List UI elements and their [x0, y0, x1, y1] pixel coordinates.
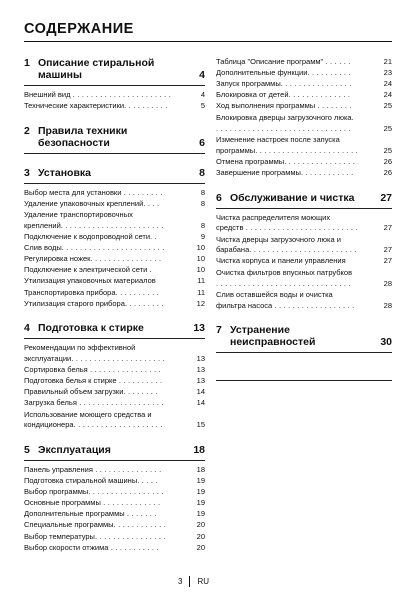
toc-leader-dots: . . . . . . . . . . . . [300, 167, 354, 177]
toc-entry[interactable] [24, 276, 205, 287]
toc-entry-page: 5 [200, 101, 205, 111]
toc-entry-page: 25 [383, 123, 392, 133]
toc-entry[interactable] [24, 410, 205, 431]
toc-entry-title: Блокировка от детей [216, 90, 289, 100]
toc-entry[interactable] [24, 210, 205, 231]
toc-leader-dots: . . . . . . . . . [121, 187, 163, 197]
toc-entry[interactable] [24, 254, 205, 265]
section-5-continued [216, 57, 392, 179]
toc-entry-title: Таблица "Описание программ" [216, 57, 324, 66]
toc-leader-dots: . . . . . . . . . . . . . . . . . . . [76, 398, 164, 408]
toc-entry-title: Удаление транспортировочных креплений [24, 210, 133, 230]
section-title: Эксплуатация [38, 443, 111, 456]
toc-entry[interactable] [216, 235, 392, 256]
section-rule [216, 352, 392, 353]
toc-leader-dots: . . . . . . . . . . [115, 287, 159, 297]
section-heading[interactable] [24, 57, 205, 81]
toc-entry[interactable] [24, 509, 205, 520]
toc-entry-title: Подготовка стиральной машины [24, 476, 138, 486]
toc-entry[interactable] [24, 498, 205, 509]
language-code: RU [197, 577, 210, 586]
section-rule [24, 460, 205, 461]
toc-entry-title: Основные программы [24, 498, 101, 508]
page-number: 3 [178, 577, 183, 586]
section-title: Обслуживание и чистка [230, 191, 355, 204]
toc-right-column [216, 48, 392, 357]
section-page: 4 [199, 69, 205, 81]
section-number: 7 [216, 324, 222, 337]
toc-entry-title: Подключение к водопроводной сети [24, 232, 151, 242]
toc-leader-dots: . . . . . . . . . . [116, 376, 163, 385]
toc-entry-page: 10 [196, 243, 205, 253]
toc-entry-title: Очистка фильтров впускных патрубков [216, 268, 353, 277]
toc-entry-title: Загрузка белья [24, 398, 77, 408]
section-page: 30 [380, 336, 392, 349]
toc-section-4 [24, 322, 205, 431]
toc-entry-page: 19 [196, 487, 205, 497]
toc-entry[interactable] [24, 476, 205, 487]
section-title: Подготовка к стирке [38, 322, 144, 335]
toc-entry[interactable] [24, 376, 205, 387]
toc-left-column [24, 48, 205, 554]
section-number: 5 [24, 443, 30, 456]
toc-entry-title: Удаление упаковочных креплений [24, 198, 144, 208]
toc-entry-page: 13 [196, 364, 205, 374]
toc-section-7 [216, 324, 392, 353]
toc-entry[interactable] [216, 256, 392, 267]
toc-entry-page: 21 [383, 57, 392, 66]
toc-section-2 [24, 125, 205, 154]
section-page: 6 [199, 136, 205, 149]
toc-leader-dots: . . . . . . . . . . . . . . . . . . . . . . [70, 90, 171, 99]
toc-entry-page: 19 [196, 498, 205, 508]
toc-leader-dots: . . . . . . . . . . . . . . . . . . . . . . . [255, 145, 358, 155]
section-number: 4 [24, 322, 30, 335]
toc-entry[interactable] [24, 243, 205, 254]
toc-entry-title: Регулировка ножек [24, 254, 91, 264]
toc-leader-dots: . . . . . . . . . . . . . . [288, 90, 351, 100]
toc-entry-page: 28 [383, 278, 392, 288]
toc-leader-dots: . . . . . . . [124, 509, 157, 519]
toc-entry-title: Технические характеристики [24, 101, 125, 111]
toc-entry[interactable] [24, 188, 205, 199]
toc-entry-page: 8 [200, 198, 205, 208]
toc-entry-page: 23 [383, 68, 392, 78]
toc-leader-dots: . . . . . . . . . . . . . . . . . . . . . . . [60, 220, 164, 230]
page-title: СОДЕРЖАНИЕ [24, 21, 134, 37]
toc-entry-page: 4 [200, 90, 205, 99]
toc-entry-title: Внешний вид [24, 90, 71, 99]
toc-entry-page: 26 [383, 167, 392, 177]
toc-entry[interactable] [24, 90, 205, 101]
section-number: 2 [24, 124, 30, 137]
toc-leader-dots: . [147, 265, 152, 275]
toc-leader-dots: . . . . . . [323, 57, 351, 66]
toc-entry[interactable] [24, 265, 205, 276]
toc-entry[interactable] [24, 101, 205, 112]
toc-entry-title: Утилизация старого прибора [24, 298, 125, 308]
toc-entry-title: Блокировка дверцы загрузочного люка. [216, 112, 354, 122]
toc-entry[interactable] [24, 487, 205, 498]
toc-entry[interactable] [24, 299, 205, 310]
toc-leader-dots: . . . . . . . . [315, 101, 352, 111]
toc-entry[interactable] [24, 465, 205, 476]
section-page: 8 [199, 166, 205, 179]
toc-entry-title: Подготовка белья к стирке [24, 376, 117, 385]
toc-leader-dots: . . . . . . . . . . . . . . . . . . . . . . . . . . . . . . [216, 278, 351, 288]
toc-entry[interactable] [24, 365, 205, 376]
toc-entry[interactable] [216, 79, 392, 90]
toc-section-5 [24, 444, 205, 553]
toc-entry[interactable] [216, 68, 392, 79]
toc-entry-title: Сортировка белья [24, 364, 88, 374]
toc-leader-dots: . . . . . . . . . . . . . . . . . [88, 487, 164, 497]
toc-entry-page: 12 [196, 298, 205, 308]
toc-entry-title: Изменение настроек после запуска программы [216, 135, 340, 155]
section-rule [216, 208, 392, 209]
toc-entry-page: 20 [196, 542, 205, 552]
toc-entry-page: 18 [196, 464, 205, 474]
toc-entry-title: Подключение к электрической сети [24, 265, 148, 275]
toc-entry[interactable] [24, 288, 205, 299]
toc-entry-title: Панель управления [24, 464, 93, 474]
toc-entry-title: Выбор скорости отжима [24, 542, 109, 552]
toc-leader-dots: . . . . . . . . . . . . . [100, 498, 161, 508]
toc-entry[interactable] [24, 232, 205, 243]
toc-leader-dots: . . . . . . . . . . . . . . . . . . . . . [71, 353, 165, 363]
toc-entry-page: 19 [196, 509, 205, 519]
title-rule [24, 41, 392, 42]
toc-leader-dots: . . . . . . . . . . . . . . . [92, 464, 162, 474]
section-title: Правила техники безопасности [38, 124, 128, 149]
section-rule [24, 85, 205, 86]
toc-entry-title: Ход выполнения программы [216, 101, 316, 111]
toc-entry-title: Отмена программы [216, 156, 285, 166]
toc-entry-page: 15 [196, 420, 205, 430]
toc-entry-title: Завершение программы [216, 167, 301, 177]
toc-entry-page: 20 [196, 531, 205, 541]
toc-entry-title: Запуск программы [216, 79, 281, 89]
toc-entry[interactable] [24, 343, 205, 364]
toc-entry-title: Выбор программы [24, 487, 89, 497]
toc-entry-title: Использование моющего средства и кондиционера [24, 409, 152, 430]
toc-section-6 [216, 192, 392, 312]
toc-entry-page: 25 [383, 101, 392, 111]
toc-entry-title: Чистка дверцы загрузочного люка и барабана [216, 234, 341, 255]
section-number: 3 [24, 166, 30, 179]
section-heading[interactable] [216, 192, 392, 204]
toc-entry[interactable] [216, 101, 392, 112]
section-title: Описание стиральной машины [38, 57, 155, 81]
toc-entry-page: 10 [196, 254, 205, 264]
section-heading[interactable] [24, 167, 205, 179]
section-rule [24, 338, 205, 339]
toc-entry-page: 11 [197, 287, 205, 297]
toc-entry-title: Рекомендации по эффективной эксплуатации [24, 343, 136, 363]
toc-leader-dots: . . . . . . . . . . . . . . . . . . . . [73, 420, 163, 430]
toc-entry-page: 14 [196, 398, 205, 408]
toc-entry[interactable] [24, 532, 205, 543]
section-number: 1 [24, 57, 30, 69]
toc-leader-dots: . . . . . . . . . . . . . . . . . . . . . . . [61, 243, 165, 253]
toc-entry-page: 8 [200, 187, 205, 197]
toc-entry-page: 24 [383, 90, 392, 100]
section-page: 27 [380, 191, 392, 204]
toc-leader-dots: . . . . . . . . . . . . . . . . . . [272, 300, 355, 310]
section-page: 18 [193, 443, 205, 456]
toc-entry-title: Выбор места для установки [24, 187, 122, 197]
toc-leader-dots: . . . . . . . . . . . . . . . . . . . . . . . . . . . . . . [216, 123, 351, 133]
toc-leader-dots: . . . . . . . . . . . . [113, 520, 167, 530]
toc-leader-dots: . . . . . [137, 476, 158, 486]
toc-entry[interactable] [216, 90, 392, 101]
toc-entry-title: Слив оставшейся воды и очистка фильтра насоса [216, 290, 333, 310]
toc-leader-dots: . . . . . . . . . . . [108, 542, 159, 552]
section-rule [24, 153, 205, 154]
toc-leader-dots: . . . . . . . . . . . . . . . . . . . . . . . . . [243, 223, 358, 233]
toc-leader-dots: . . [150, 232, 157, 242]
toc-leader-dots: . . . . . . . . . . . . . . . . [280, 79, 352, 89]
toc-entry-page: 27 [383, 245, 392, 255]
end-rule [216, 380, 392, 381]
toc-leader-dots: . . . . . . . . . . . . . . . . [284, 156, 355, 166]
section-heading[interactable] [24, 322, 205, 334]
toc-entry[interactable] [24, 398, 205, 409]
toc-leader-dots: . . . . . . . . . . . . . . . . [94, 531, 166, 541]
toc-section-3 [24, 167, 205, 310]
toc-entry[interactable] [216, 57, 392, 68]
toc-entry-page: 20 [196, 520, 205, 530]
toc-leader-dots: . . . . . . . . . . [124, 101, 168, 111]
toc-entry-page: 25 [383, 145, 392, 155]
toc-leader-dots: . . . . . . . . [123, 387, 158, 397]
toc-entry[interactable] [216, 135, 392, 156]
section-heading[interactable] [24, 125, 205, 149]
toc-entry-title: Слив воды [24, 243, 62, 253]
toc-entry-page: 26 [383, 156, 392, 166]
toc-entry-page: 27 [383, 223, 392, 233]
section-page: 13 [193, 322, 205, 335]
toc-entry-page: 27 [383, 256, 392, 266]
footer-separator [189, 576, 190, 587]
toc-entry-title: Чистка распределителя моющих средств [216, 212, 331, 233]
toc-entry-title: Специальные программы [24, 520, 114, 530]
toc-leader-dots: . . . . . . . . . [124, 298, 164, 308]
toc-entry[interactable] [24, 387, 205, 398]
toc-entry[interactable] [24, 199, 205, 210]
toc-entry-title: Выбор температуры [24, 531, 95, 541]
toc-entry-page: 24 [383, 79, 392, 89]
toc-entry-title: Дополнительные функции [216, 68, 308, 78]
toc-entry[interactable] [216, 157, 392, 168]
toc-entry[interactable] [216, 168, 392, 179]
toc-leader-dots: . . . . . . . . . . . . . . . . . . . . . . . . [249, 245, 357, 255]
toc-entry[interactable] [216, 290, 392, 311]
page-footer [178, 576, 209, 587]
toc-leader-dots: . . . . . . . . . . . . . . . . [90, 254, 162, 264]
section-heading[interactable] [24, 444, 205, 456]
toc-entry-page: 9 [200, 232, 205, 242]
toc-leader-dots: . . . . [143, 198, 160, 208]
toc-leader-dots: . . . . . . . . . . . . . . . . [87, 364, 161, 374]
section-title: Установка [38, 166, 91, 179]
toc-entry-page: 8 [200, 220, 205, 230]
section-number: 6 [216, 191, 222, 204]
toc-entry[interactable] [24, 520, 205, 531]
toc-entry[interactable] [216, 268, 392, 289]
right-sections [216, 192, 392, 354]
toc-section-1 [24, 57, 205, 112]
toc-entry[interactable] [216, 113, 392, 134]
toc-entry-page: 10 [196, 265, 205, 275]
toc-entry-title: Правильный объем загрузки [24, 387, 124, 397]
section-rule [24, 183, 205, 184]
toc-entry-title: Дополнительные программы [24, 509, 125, 519]
toc-entry-title: Чистка корпуса и панели управления [216, 256, 346, 266]
toc-entry-page: 13 [196, 353, 205, 363]
toc-entry[interactable] [216, 213, 392, 234]
toc-entry-page: 19 [196, 476, 205, 486]
toc-leader-dots: . . . . . . . . . . [307, 68, 351, 78]
section-heading[interactable] [216, 324, 392, 348]
toc-entry[interactable] [24, 543, 205, 554]
toc-entry-page: 28 [383, 300, 392, 310]
toc-entry-page: 14 [196, 387, 205, 397]
toc-entry-title: Транспортировка прибора [24, 287, 116, 297]
toc-entry-page: 13 [196, 376, 205, 385]
toc-entry-title: Утилизация упаковочных материалов [24, 276, 156, 286]
toc-entry-page: 11 [197, 276, 205, 286]
section-title: Устранение неисправностей [230, 324, 316, 349]
